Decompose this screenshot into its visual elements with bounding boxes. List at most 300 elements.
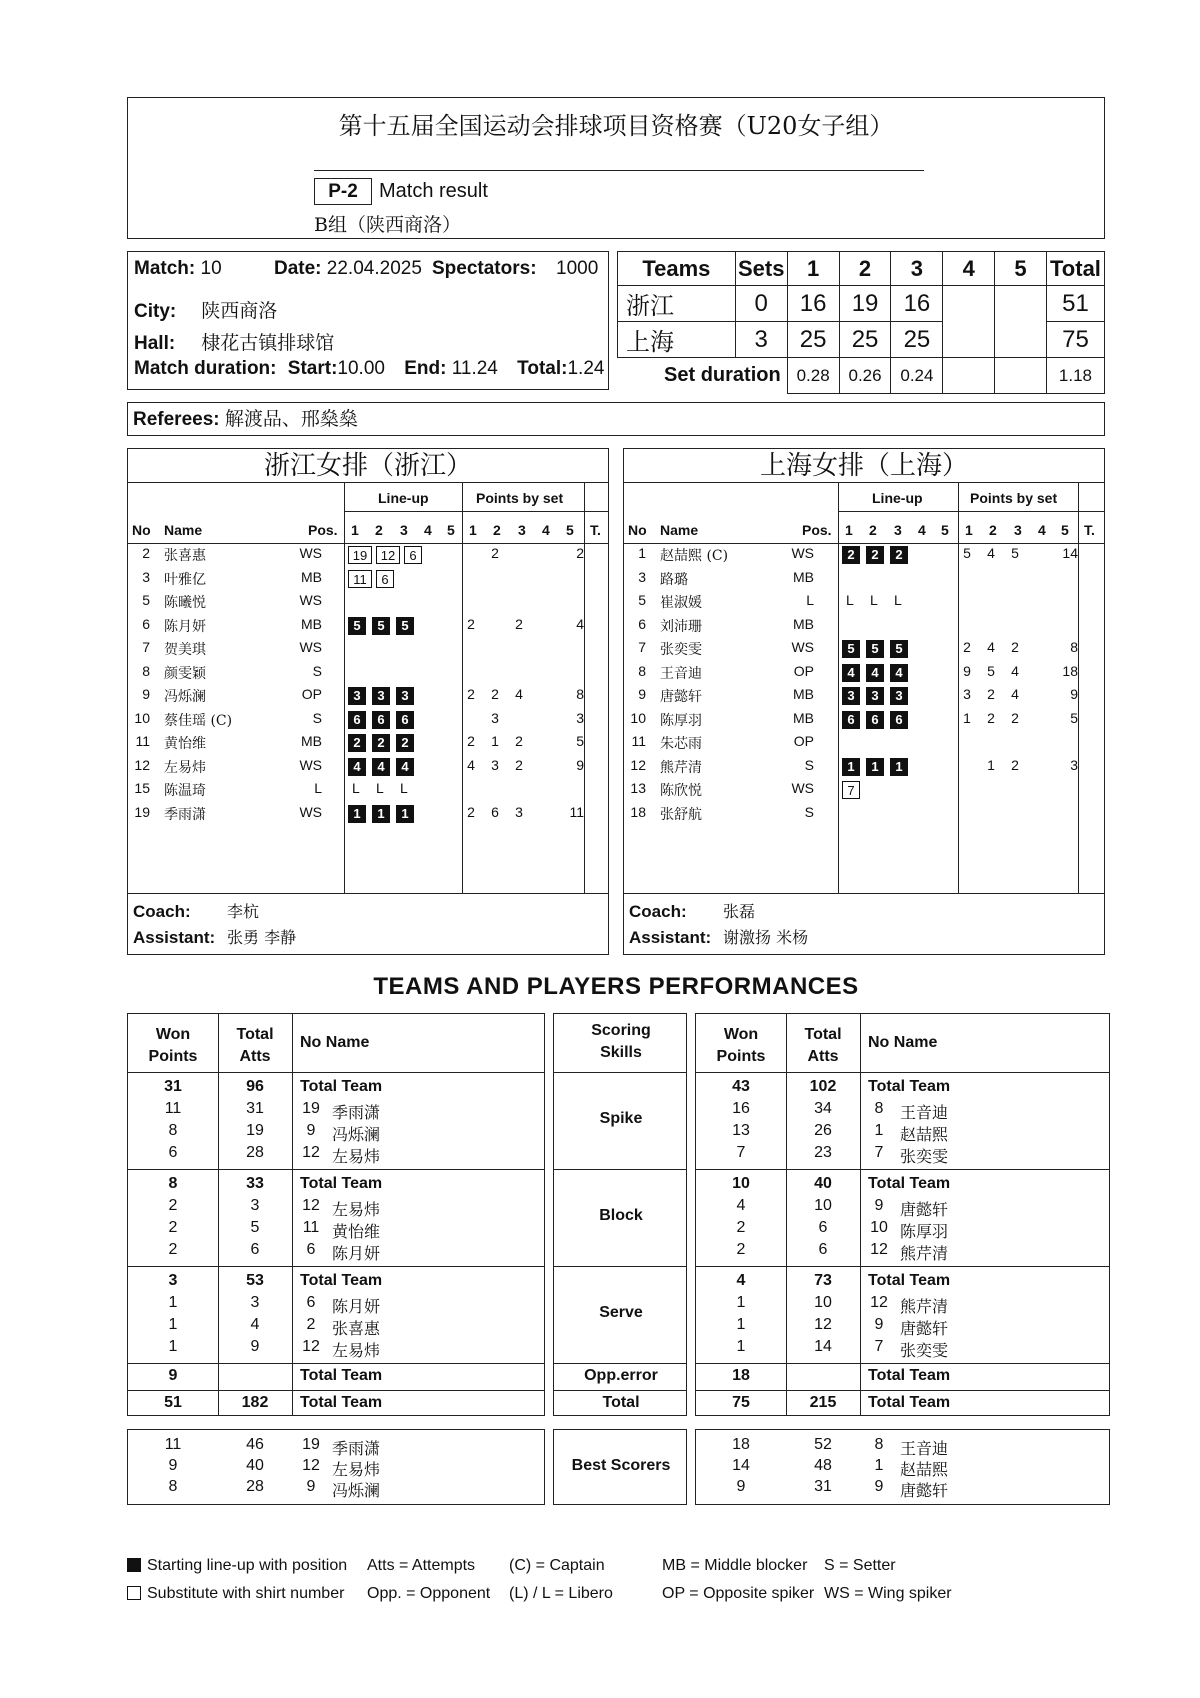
lineup-starting-position: 1 xyxy=(396,805,414,823)
set-duration-row xyxy=(618,358,1105,394)
best-no: 9 xyxy=(306,1478,316,1495)
team-atts: 53 xyxy=(246,1272,264,1289)
table-rule xyxy=(128,1169,544,1170)
player-pos: MB xyxy=(793,709,814,726)
player-name: 左易炜 xyxy=(332,1147,381,1166)
player-set-points: 2 xyxy=(467,733,475,749)
set-duration: 0.26 xyxy=(839,358,891,394)
player-pos: S xyxy=(312,709,322,726)
lineup-header-rule xyxy=(838,511,1104,512)
best-name: 唐懿轩 xyxy=(900,1481,949,1500)
player-name: 熊芹清 xyxy=(660,759,702,776)
legend-captain: (C) = Captain xyxy=(509,1557,605,1574)
points-label: Points by set xyxy=(476,490,564,506)
player-no: 12 xyxy=(134,756,150,773)
points-label: Points by set xyxy=(970,490,1058,506)
best-won: 14 xyxy=(732,1457,750,1474)
lineup-label: Line-up xyxy=(378,490,429,506)
best-atts: 48 xyxy=(814,1457,832,1474)
score-set4 xyxy=(943,322,995,358)
lineup-starting-position: 1 xyxy=(842,758,860,776)
player-set-points: 1 xyxy=(963,709,971,726)
player-no: 12 xyxy=(630,756,646,773)
lineup-header-rule xyxy=(344,511,608,512)
player-name: 陈厚羽 xyxy=(660,712,702,729)
set-duration xyxy=(943,358,995,394)
lineup-starting-position: 4 xyxy=(372,758,390,776)
assistant-right xyxy=(629,925,808,948)
player-atts: 10 xyxy=(814,1197,832,1214)
player-won: 2 xyxy=(736,1219,746,1236)
skill-name: Block xyxy=(599,1207,643,1224)
referees-names: 解渡品、邢燊燊 xyxy=(224,408,358,430)
player-pos: WS xyxy=(791,780,814,796)
competition-title: 第十五届全国运动会排球项目资格赛（U20女子组） xyxy=(338,112,894,140)
player-set-points: 4 xyxy=(987,639,995,655)
player-pos: L xyxy=(806,592,814,608)
best-won: 9 xyxy=(736,1478,746,1495)
player-set-points: 4 xyxy=(467,756,475,773)
lineup-starting-position: 2 xyxy=(348,734,366,752)
lineup-libero: L xyxy=(400,780,408,796)
player-atts: 3 xyxy=(250,1294,260,1311)
player-set-points: 3 xyxy=(491,709,499,726)
opp-error-label: Opp.error xyxy=(584,1367,658,1384)
player-name: 陈月妍 xyxy=(164,618,206,635)
score-header: 1 xyxy=(787,252,839,286)
player-name: 赵喆熙 xyxy=(900,1125,949,1144)
legend-ws: WS = Wing spiker xyxy=(824,1585,952,1602)
player-set-points: 2 xyxy=(1011,756,1019,773)
table-rule xyxy=(554,1266,686,1267)
player-name: 张奕雯 xyxy=(900,1147,949,1166)
player-no: 12 xyxy=(302,1197,320,1214)
roster-right: 上海女排（上海） Line-up Points by set No Name Pos. 1 2 3 4 5 1 2 3 4 5 T. 1 赵喆熙 (C) WS 5 4 5 14 2 2 2 3 路璐 MB 5 崔淑媛 L L L L 6 刘沛珊 MB 7 张奕雯 WS 2 4 2 8 5 5 5 8 王音迪 OP 9 5 4 18 4 4 4 9 唐懿轩 MB 3 2 4 9 3 3 3 10 陈厚羽 MB 1 2 2 5 6 6 6 11 朱芯雨 OP 12 熊芹清 S 1 2 3 1 1 1 13 陈欣悦 WS 7 18 张舒航 S Coach: 张磊 Assistant: 谢激扬 米杨 xyxy=(623,448,1105,955)
player-set-points: 5 xyxy=(987,662,995,679)
best-scorers-right xyxy=(695,1429,1110,1505)
score-header: 2 xyxy=(839,252,891,286)
player-pos: MB xyxy=(301,733,322,749)
player-set-points: 3 xyxy=(515,803,523,820)
score-set2: 19 xyxy=(839,286,891,322)
best-atts: 46 xyxy=(246,1436,264,1453)
player-set-points: 6 xyxy=(491,803,499,820)
player-set-points: 1 xyxy=(491,733,499,749)
best-scorers-label-box xyxy=(553,1429,687,1505)
total-duration: 1.24 xyxy=(567,358,605,379)
player-pos: WS xyxy=(299,803,322,820)
lineup-starting-position: 5 xyxy=(842,640,860,658)
player-set-points: 4 xyxy=(1011,662,1019,679)
player-no: 8 xyxy=(638,662,646,679)
best-name: 左易炜 xyxy=(332,1460,381,1479)
team-won: 10 xyxy=(732,1175,750,1192)
player-won: 7 xyxy=(736,1144,746,1161)
player-atts: 26 xyxy=(814,1122,832,1139)
team-won: 4 xyxy=(736,1272,746,1289)
player-name: 朱芯雨 xyxy=(660,736,702,752)
lineup-starting-position: 2 xyxy=(842,546,860,564)
table-rule xyxy=(128,1390,544,1391)
total-team-label: Total Team xyxy=(300,1367,383,1384)
player-set-points: 2 xyxy=(467,615,475,632)
set-duration: 0.24 xyxy=(891,358,943,394)
player-set-points: 9 xyxy=(963,662,971,679)
player-name: 贺美琪 xyxy=(164,642,206,658)
player-no: 9 xyxy=(142,686,150,702)
opp-error-won: 9 xyxy=(168,1367,178,1384)
player-atts: 19 xyxy=(246,1122,264,1139)
player-no: 6 xyxy=(306,1241,316,1258)
player-pos: OP xyxy=(793,733,814,749)
best-name: 季雨潇 xyxy=(332,1439,381,1458)
player-atts: 6 xyxy=(250,1241,260,1258)
lineup-starting-position: 2 xyxy=(890,546,908,564)
table-rule xyxy=(860,1014,861,1415)
player-no: 7 xyxy=(874,1338,884,1355)
player-won: 13 xyxy=(732,1122,750,1139)
player-name: 崔淑媛 xyxy=(660,595,702,611)
player-no: 19 xyxy=(302,1100,320,1117)
table-rule xyxy=(128,1266,544,1267)
referees-box xyxy=(127,402,1105,436)
player-pos: OP xyxy=(301,686,322,702)
team-atts: 33 xyxy=(246,1175,264,1192)
table-rule xyxy=(696,1266,1109,1267)
player-set-points: 2 xyxy=(987,686,995,702)
best-no: 12 xyxy=(302,1457,320,1474)
points-divider xyxy=(958,483,959,894)
referees-label: Referees: xyxy=(133,409,220,430)
coach-left xyxy=(133,899,259,922)
player-total: 2 xyxy=(576,545,584,561)
best-no: 9 xyxy=(874,1478,884,1495)
legend-s: S = Setter xyxy=(824,1557,896,1574)
player-won: 4 xyxy=(736,1197,746,1214)
player-name: 黄怡维 xyxy=(164,736,206,752)
player-name: 冯烁澜 xyxy=(164,689,206,705)
player-name: 陈欣悦 xyxy=(660,783,702,799)
player-atts: 9 xyxy=(250,1338,260,1355)
player-no: 2 xyxy=(142,545,150,561)
player-name: 季雨潇 xyxy=(164,806,206,823)
lineup-starting-position: 5 xyxy=(348,617,366,635)
player-set-points: 2 xyxy=(515,615,523,632)
match-info xyxy=(127,251,609,390)
player-name: 熊芹清 xyxy=(900,1297,949,1316)
score-set3: 16 xyxy=(891,286,943,322)
player-no: 9 xyxy=(306,1122,316,1139)
lineup-substitute-number: 6 xyxy=(376,570,394,588)
player-total: 4 xyxy=(576,615,584,632)
table-rule xyxy=(292,1014,293,1415)
player-name: 陈厚羽 xyxy=(900,1222,949,1241)
best-atts: 52 xyxy=(814,1436,832,1453)
player-pos: OP xyxy=(793,662,814,679)
table-rule xyxy=(696,1363,1109,1364)
player-no: 1 xyxy=(874,1122,884,1139)
filled-square-icon xyxy=(127,1558,141,1572)
lineup-substitute-number: 11 xyxy=(348,570,372,588)
no-name-header: No Name xyxy=(300,1034,370,1051)
performances-title: TEAMS AND PLAYERS PERFORMANCES xyxy=(373,973,859,1000)
lineup-starting-position: 6 xyxy=(396,711,414,729)
player-name: 冯烁澜 xyxy=(332,1125,381,1144)
player-set-points: 4 xyxy=(515,686,523,702)
legend-libero: (L) / L = Libero xyxy=(509,1585,613,1602)
table-rule xyxy=(554,1169,686,1170)
column-header-rule xyxy=(128,543,608,544)
lineup-starting-position: 4 xyxy=(890,664,908,682)
skill-name: Spike xyxy=(599,1110,643,1127)
pos-label: Pos. xyxy=(308,522,338,538)
player-set-points: 2 xyxy=(1011,639,1019,655)
player-no: 6 xyxy=(306,1294,316,1311)
lineup-libero: L xyxy=(376,780,384,796)
lineup-libero: L xyxy=(352,780,360,796)
team-atts: 73 xyxy=(814,1272,832,1289)
start-value: 10.00 xyxy=(337,358,385,379)
player-won: 2 xyxy=(168,1241,178,1258)
score-set1: 16 xyxy=(787,286,839,322)
player-name: 赵喆熙 (C) xyxy=(660,548,729,564)
lineup-starting-position: 1 xyxy=(372,805,390,823)
player-pos: S xyxy=(804,803,814,820)
lineup-starting-position: 3 xyxy=(842,687,860,705)
team-won: 31 xyxy=(164,1078,182,1095)
coach-right xyxy=(629,899,755,922)
player-name: 熊芹清 xyxy=(900,1244,949,1263)
player-set-points: 2 xyxy=(515,733,523,749)
lineup-starting-position: 2 xyxy=(396,734,414,752)
lineup-divider xyxy=(344,483,345,894)
score-team: 上海 xyxy=(618,322,736,358)
score-row xyxy=(618,322,1105,358)
total-atts-header: Total Atts xyxy=(804,1026,842,1065)
coach-label: Coach: xyxy=(133,902,191,921)
best-scorers-label: Best Scorers xyxy=(571,1457,671,1474)
points-divider xyxy=(462,483,463,894)
lineup-starting-position: 1 xyxy=(890,758,908,776)
best-atts: 28 xyxy=(246,1478,264,1495)
lineup-starting-position: 3 xyxy=(890,687,908,705)
outlined-square-icon xyxy=(127,1586,141,1600)
legend-starting-text: Starting line-up with position xyxy=(147,1557,348,1574)
score-header-row xyxy=(618,252,1105,286)
player-pos: S xyxy=(312,662,322,679)
player-no: 10 xyxy=(870,1219,888,1236)
coach-name: 李杭 xyxy=(227,902,260,921)
no-name-header: No Name xyxy=(868,1034,938,1051)
player-no: 10 xyxy=(134,709,150,726)
total-divider xyxy=(584,483,585,894)
score-header: 3 xyxy=(891,252,943,286)
player-no: 7 xyxy=(638,639,646,655)
column-header-rule xyxy=(624,543,1104,544)
hall-value: 棣花古镇排球馆 xyxy=(201,332,335,354)
score-total: 75 xyxy=(1046,322,1104,358)
no-label: No xyxy=(132,522,151,538)
lineup-starting-position: 5 xyxy=(866,640,884,658)
lineup-starting-position: 5 xyxy=(372,617,390,635)
table-rule xyxy=(554,1390,686,1391)
player-total: 3 xyxy=(576,709,584,726)
player-atts: 4 xyxy=(250,1316,260,1333)
player-pos: WS xyxy=(791,639,814,655)
player-atts: 6 xyxy=(818,1219,828,1236)
coach-rule xyxy=(128,893,608,894)
player-no: 12 xyxy=(870,1241,888,1258)
best-atts: 40 xyxy=(246,1457,264,1474)
player-name: 唐懿轩 xyxy=(900,1319,949,1338)
lineup-libero: L xyxy=(894,592,902,608)
total-won: 51 xyxy=(164,1394,182,1411)
player-no: 8 xyxy=(874,1100,884,1117)
legend-op: OP = Opposite spiker xyxy=(662,1585,815,1602)
player-no: 19 xyxy=(134,803,150,820)
score-header: Teams xyxy=(618,252,736,286)
player-name: 陈月妍 xyxy=(332,1297,381,1316)
won-points-header: Won Points xyxy=(716,1026,766,1065)
lineup-starting-position: 4 xyxy=(348,758,366,776)
assistant-name: 张勇 李静 xyxy=(227,928,297,947)
best-no: 19 xyxy=(302,1436,320,1453)
total-team-label: Total Team xyxy=(868,1175,951,1192)
score-set1: 25 xyxy=(787,322,839,358)
best-won: 11 xyxy=(164,1436,182,1453)
roster-left: 浙江女排（浙江） Line-up Points by set No Name Pos. 1 2 3 4 5 1 2 3 4 5 T. 2 张喜惠 WS 2 2 19 12 6 3 叶雅亿 MB 11 6 5 陈曦悦 WS 6 陈月妍 MB 2 2 4 5 5 5 7 贺美琪 WS 8 颜雯颖 S 9 冯烁澜 OP 2 2 4 8 3 3 3 10 蔡佳瑶 (C) S 3 3 6 6 6 11 黄怡维 MB 2 1 2 5 2 2 2 12 左易炜 WS 4 3 2 9 4 4 4 15 陈温琦 L L L L 19 季雨潇 WS 2 6 3 11 1 1 1 Coach: 李杭 Assistant: 张勇 李静 xyxy=(127,448,609,955)
player-name: 叶雅亿 xyxy=(164,571,206,588)
player-no: 5 xyxy=(142,592,150,608)
player-set-points: 2 xyxy=(467,686,475,702)
best-scorers-left xyxy=(127,1429,545,1505)
opp-error-won: 18 xyxy=(732,1367,750,1384)
t-label: T. xyxy=(1084,522,1095,538)
player-no: 18 xyxy=(630,803,646,820)
player-pos: MB xyxy=(793,686,814,702)
player-atts: 12 xyxy=(814,1316,832,1333)
player-set-points: 2 xyxy=(491,545,499,561)
player-name: 路璐 xyxy=(660,571,688,588)
player-pos: WS xyxy=(791,545,814,561)
player-pos: L xyxy=(314,780,322,796)
player-won: 1 xyxy=(736,1316,746,1333)
table-rule xyxy=(696,1390,1109,1391)
player-no: 6 xyxy=(142,615,150,632)
player-name: 左易炜 xyxy=(332,1341,381,1360)
player-no: 9 xyxy=(638,686,646,702)
player-total: 5 xyxy=(1070,709,1078,726)
spectators-value: 1000 xyxy=(556,258,599,279)
pos-label: Pos. xyxy=(802,522,832,538)
player-no: 7 xyxy=(874,1144,884,1161)
player-pos: MB xyxy=(301,568,322,585)
player-name: 季雨潇 xyxy=(332,1103,381,1122)
score-table xyxy=(617,251,1105,390)
match-label: Match: xyxy=(134,258,196,279)
match-no: 10 xyxy=(200,258,222,279)
score-set5 xyxy=(995,322,1047,358)
player-total: 18 xyxy=(1062,662,1078,679)
name-label: Name xyxy=(660,522,699,538)
player-no: 9 xyxy=(874,1316,884,1333)
total-team-label: Total Team xyxy=(300,1272,383,1289)
scoring-skills-header: Scoring Skills xyxy=(591,1022,651,1061)
best-won: 8 xyxy=(168,1478,178,1495)
player-set-points: 2 xyxy=(1011,709,1019,726)
best-won: 9 xyxy=(168,1457,178,1474)
player-atts: 14 xyxy=(814,1338,832,1355)
lineup-starting-position: 6 xyxy=(348,711,366,729)
best-name: 冯烁澜 xyxy=(332,1481,381,1500)
total-label: Total xyxy=(602,1394,640,1411)
team-won: 43 xyxy=(732,1078,750,1095)
player-name: 黄怡维 xyxy=(332,1222,381,1241)
total-team-label: Total Team xyxy=(300,1078,383,1095)
best-no: 8 xyxy=(874,1436,884,1453)
set-duration xyxy=(995,358,1047,394)
player-set-points: 2 xyxy=(515,756,523,773)
player-set-points: 4 xyxy=(1011,686,1019,702)
lineup-label: Line-up xyxy=(872,490,923,506)
city-label: City: xyxy=(134,301,177,322)
player-name: 唐懿轩 xyxy=(900,1200,949,1219)
player-won: 16 xyxy=(732,1100,750,1117)
player-name: 张奕雯 xyxy=(900,1341,949,1360)
legend-opp: Opp. = Opponent xyxy=(367,1585,491,1602)
lineup-starting-position: 6 xyxy=(842,711,860,729)
lineup-starting-position: 6 xyxy=(372,711,390,729)
total-won: 75 xyxy=(732,1394,750,1411)
best-atts: 31 xyxy=(814,1478,832,1495)
player-won: 2 xyxy=(168,1219,178,1236)
player-won: 1 xyxy=(736,1294,746,1311)
score-sets: 0 xyxy=(735,286,787,322)
player-name: 唐懿轩 xyxy=(660,689,702,705)
score-set4 xyxy=(943,286,995,322)
end-label: End: xyxy=(404,358,447,379)
player-pos: WS xyxy=(299,756,322,773)
player-pos: S xyxy=(804,756,814,773)
lineup-starting-position: 2 xyxy=(866,546,884,564)
lineup-starting-position: 4 xyxy=(842,664,860,682)
player-pos: MB xyxy=(793,615,814,632)
score-team: 浙江 xyxy=(618,286,736,322)
lineup-starting-position: 3 xyxy=(372,687,390,705)
table-rule xyxy=(696,1169,1109,1170)
score-set3: 25 xyxy=(891,322,943,358)
total-atts-header: Total Atts xyxy=(236,1026,274,1065)
total-team-label: Total Team xyxy=(868,1078,951,1095)
total-atts: 215 xyxy=(809,1394,837,1411)
lineup-starting-position: 6 xyxy=(890,711,908,729)
header-box xyxy=(127,97,1105,239)
player-name: 左易炜 xyxy=(164,759,206,776)
player-no: 5 xyxy=(638,592,646,608)
best-name: 王音迪 xyxy=(900,1439,949,1458)
player-won: 8 xyxy=(168,1122,178,1139)
player-total: 14 xyxy=(1062,545,1078,561)
table-rule xyxy=(554,1072,686,1073)
player-atts: 3 xyxy=(250,1197,260,1214)
lineup-starting-position: 1 xyxy=(866,758,884,776)
player-set-points: 3 xyxy=(491,756,499,773)
team-name-right: 上海女排（上海） xyxy=(624,449,1104,483)
lineup-libero: L xyxy=(846,592,854,608)
doc-type: Match result xyxy=(379,180,488,202)
name-label: Name xyxy=(164,522,203,538)
lineup-starting-position: 5 xyxy=(396,617,414,635)
